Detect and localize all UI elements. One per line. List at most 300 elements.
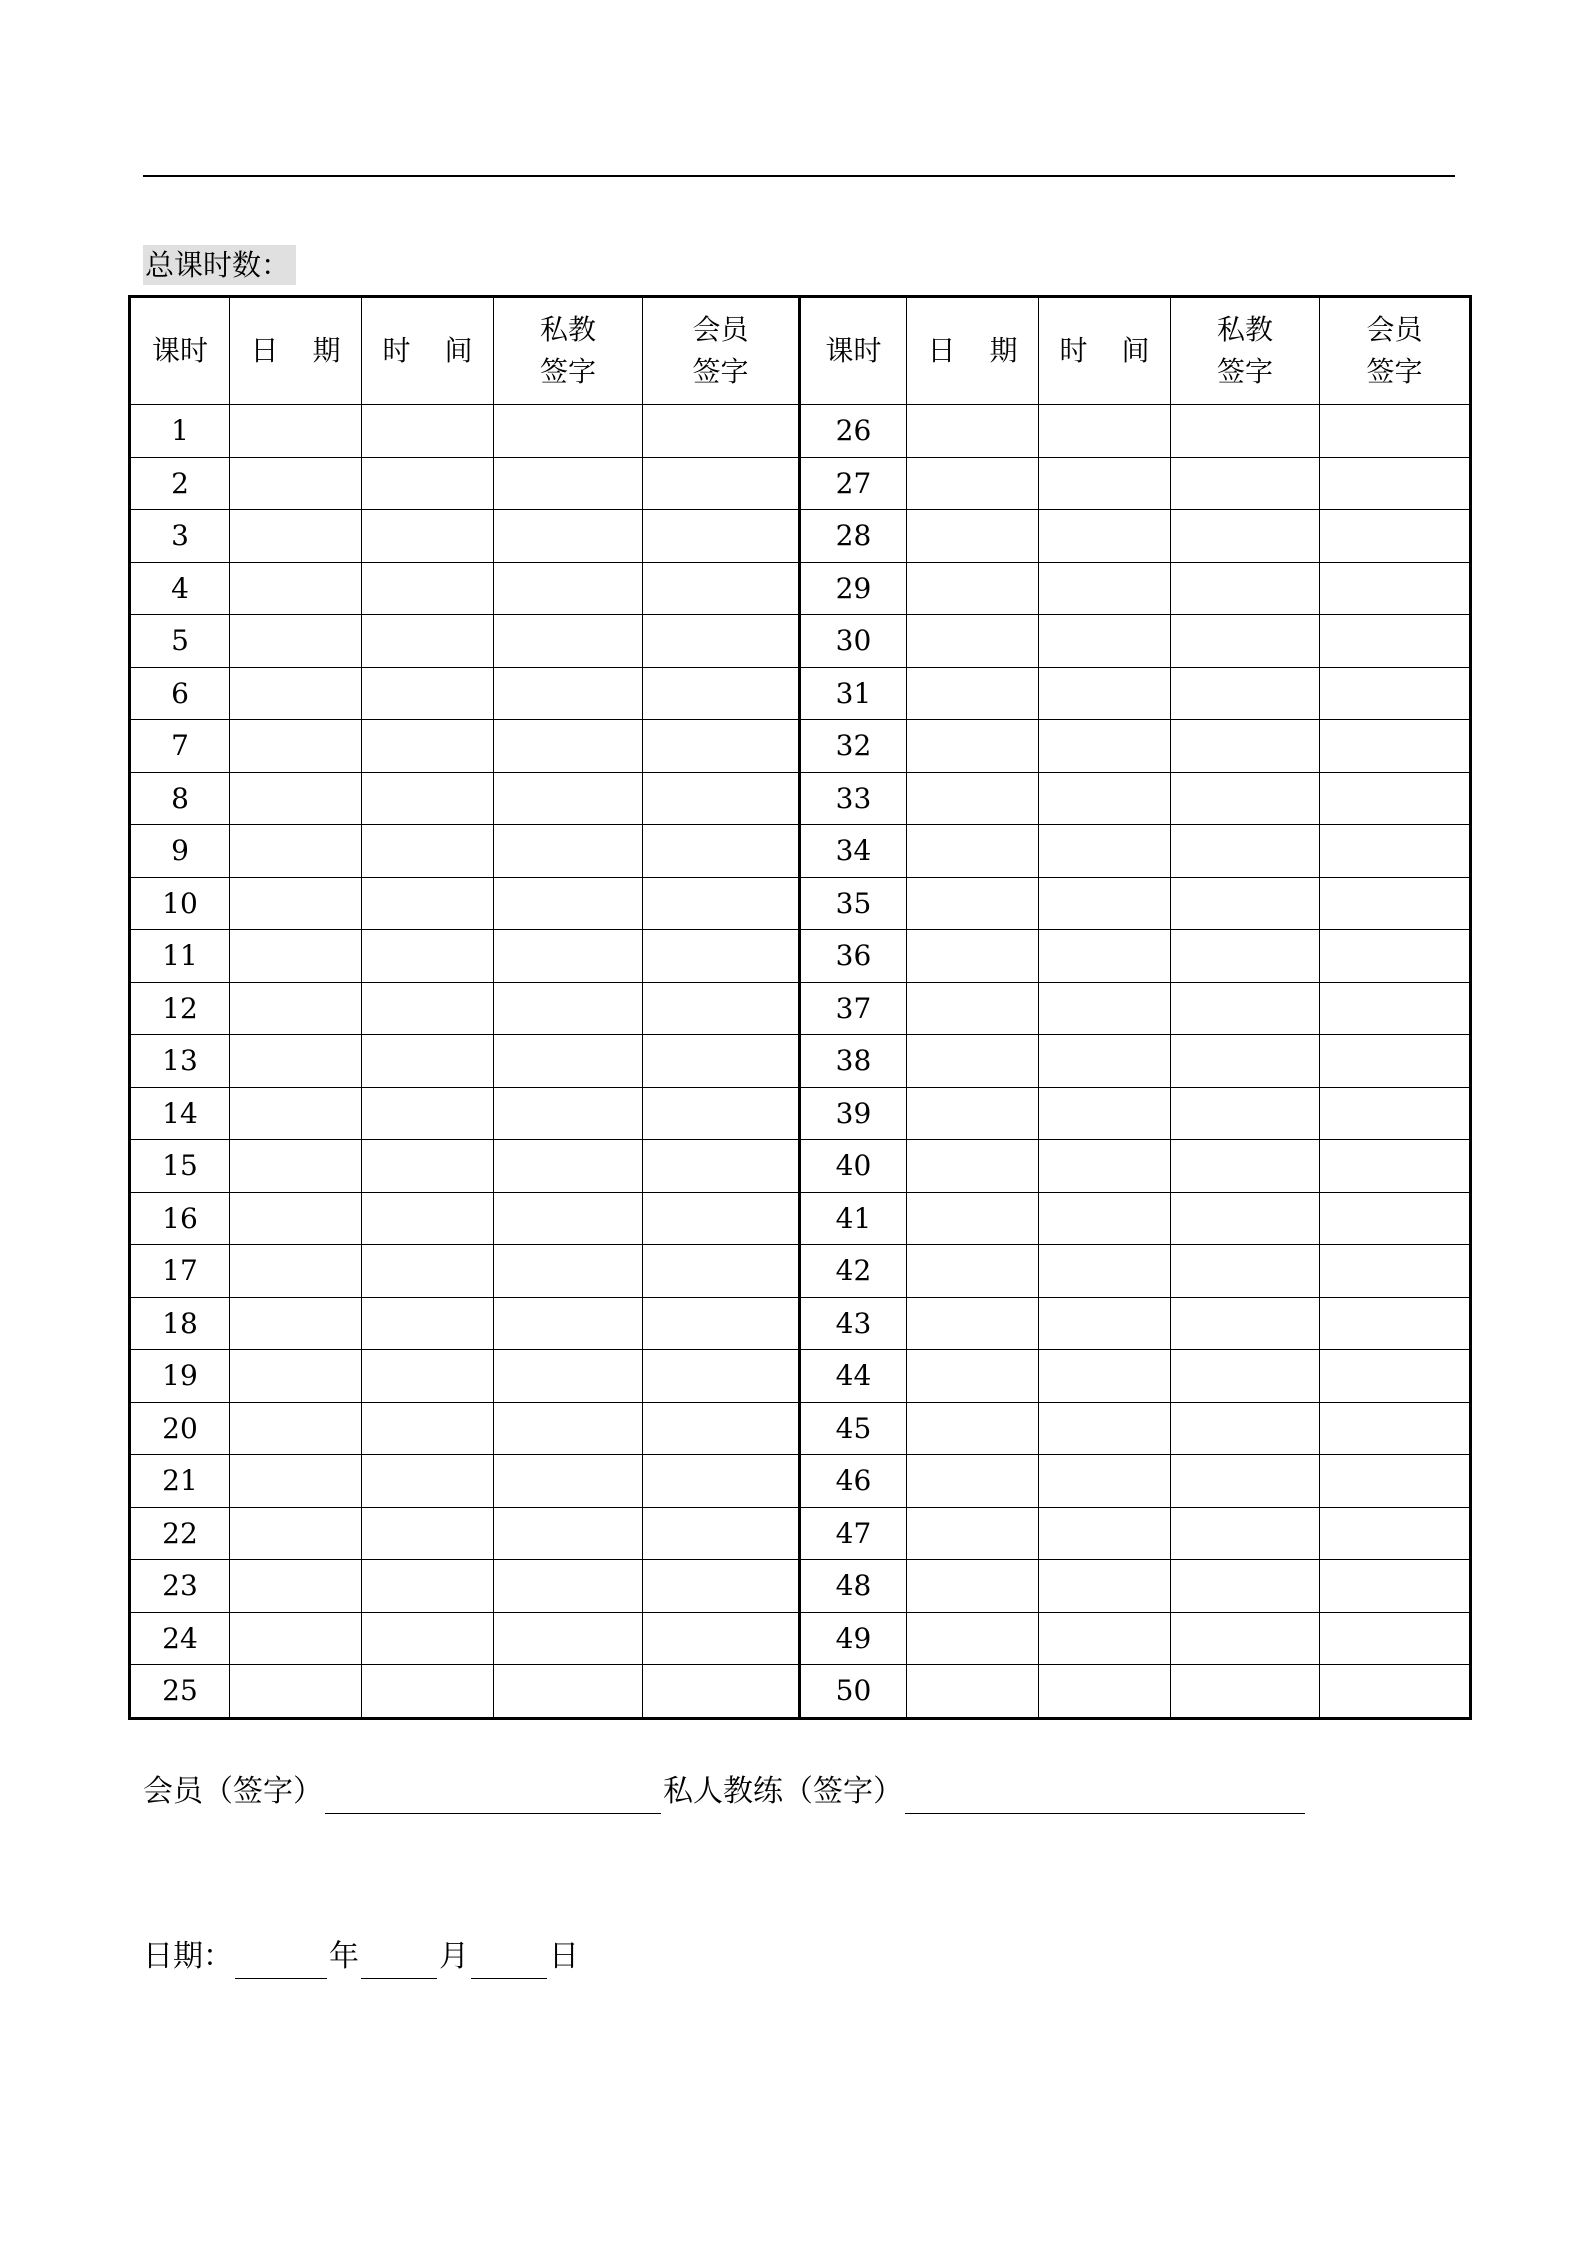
member-sign-cell[interactable] xyxy=(643,1350,800,1403)
trainer-sign-cell[interactable] xyxy=(494,405,643,458)
table-row xyxy=(130,1350,1471,1403)
time-cell[interactable] xyxy=(362,1560,494,1613)
lesson-number: 46 xyxy=(800,1455,907,1508)
trainer-sign-cell[interactable] xyxy=(1171,405,1320,458)
day-field[interactable] xyxy=(471,1942,547,1979)
header-trainer-sign: 私教 签字 xyxy=(1171,297,1320,405)
year-field[interactable] xyxy=(235,1942,327,1979)
trainer-sign-cell[interactable] xyxy=(494,615,643,668)
time-cell[interactable] xyxy=(362,667,494,720)
member-sign-cell[interactable] xyxy=(1320,457,1471,510)
header-member-sign: 会员 签字 xyxy=(1320,297,1471,405)
table-row xyxy=(130,877,1471,930)
time-cell[interactable] xyxy=(362,1665,494,1719)
member-sign-cell[interactable] xyxy=(1320,405,1471,458)
time-cell[interactable] xyxy=(362,510,494,563)
member-sign-cell[interactable] xyxy=(643,1192,800,1245)
lesson-number: 28 xyxy=(800,510,907,563)
date-cell[interactable] xyxy=(230,405,362,458)
time-cell[interactable] xyxy=(1039,1192,1171,1245)
lesson-number: 18 xyxy=(130,1297,230,1350)
time-cell[interactable] xyxy=(362,1140,494,1193)
date-cell[interactable] xyxy=(907,1455,1039,1508)
date-cell[interactable] xyxy=(230,1140,362,1193)
trainer-sign-cell[interactable] xyxy=(494,1402,643,1455)
member-sign-cell[interactable] xyxy=(1320,1612,1471,1665)
trainer-sign-cell[interactable] xyxy=(494,667,643,720)
table-row xyxy=(130,405,1471,458)
lesson-number: 17 xyxy=(130,1245,230,1298)
lesson-log-table xyxy=(128,295,1472,1720)
time-cell[interactable] xyxy=(1039,1665,1171,1719)
member-sign-cell[interactable] xyxy=(1320,1140,1471,1193)
lesson-number: 31 xyxy=(800,667,907,720)
trainer-sign-cell[interactable] xyxy=(494,562,643,615)
trainer-sign-cell[interactable] xyxy=(1171,1402,1320,1455)
trainer-sign-cell[interactable] xyxy=(1171,1455,1320,1508)
date-cell[interactable] xyxy=(230,772,362,825)
trainer-sign-cell[interactable] xyxy=(1171,1192,1320,1245)
trainer-sign-cell[interactable] xyxy=(1171,1035,1320,1088)
date-cell[interactable] xyxy=(907,615,1039,668)
time-cell[interactable] xyxy=(1039,1507,1171,1560)
lesson-number: 20 xyxy=(130,1402,230,1455)
lesson-number: 42 xyxy=(800,1245,907,1298)
trainer-sign-cell[interactable] xyxy=(494,1560,643,1613)
member-sign-cell[interactable] xyxy=(1320,772,1471,825)
header-rule xyxy=(143,175,1455,177)
date-cell[interactable] xyxy=(907,772,1039,825)
member-sign-cell[interactable] xyxy=(1320,720,1471,773)
table-row xyxy=(130,510,1471,563)
member-sign-cell[interactable] xyxy=(1320,615,1471,668)
member-sign-cell[interactable] xyxy=(643,615,800,668)
lesson-number: 29 xyxy=(800,562,907,615)
table-row xyxy=(130,1560,1471,1613)
lesson-number: 40 xyxy=(800,1140,907,1193)
member-sign-cell[interactable] xyxy=(643,772,800,825)
date-cell[interactable] xyxy=(230,982,362,1035)
member-sign-cell[interactable] xyxy=(643,877,800,930)
trainer-sign-cell[interactable] xyxy=(1171,930,1320,983)
date-cell[interactable] xyxy=(230,615,362,668)
trainer-sign-cell[interactable] xyxy=(494,877,643,930)
lesson-number: 23 xyxy=(130,1560,230,1613)
trainer-sign-cell[interactable] xyxy=(1171,1140,1320,1193)
date-cell[interactable] xyxy=(230,1245,362,1298)
member-signature-label: 会员（签字） xyxy=(143,1774,323,1809)
member-sign-cell[interactable] xyxy=(643,1402,800,1455)
date-cell[interactable] xyxy=(230,1560,362,1613)
lesson-number: 32 xyxy=(800,720,907,773)
time-cell[interactable] xyxy=(1039,1402,1171,1455)
date-cell[interactable] xyxy=(907,1612,1039,1665)
member-sign-cell[interactable] xyxy=(643,930,800,983)
time-cell[interactable] xyxy=(362,1087,494,1140)
time-cell[interactable] xyxy=(362,825,494,878)
trainer-sign-cell[interactable] xyxy=(494,982,643,1035)
date-cell[interactable] xyxy=(230,877,362,930)
header-trainer-sign: 私教 签字 xyxy=(494,297,643,405)
date-cell[interactable] xyxy=(230,1402,362,1455)
member-sign-cell[interactable] xyxy=(643,405,800,458)
date-label: 日期： xyxy=(143,1939,233,1974)
trainer-sign-cell[interactable] xyxy=(1171,1297,1320,1350)
trainer-sign-cell[interactable] xyxy=(1171,667,1320,720)
trainer-sign-cell[interactable] xyxy=(494,772,643,825)
lesson-number: 2 xyxy=(130,457,230,510)
date-cell[interactable] xyxy=(230,720,362,773)
header-time: 时 间 xyxy=(362,297,494,405)
time-cell[interactable] xyxy=(1039,667,1171,720)
lesson-number: 5 xyxy=(130,615,230,668)
member-sign-cell[interactable] xyxy=(1320,1297,1471,1350)
lesson-number: 3 xyxy=(130,510,230,563)
lesson-number: 15 xyxy=(130,1140,230,1193)
member-signature-field[interactable] xyxy=(325,1777,661,1814)
lesson-number: 12 xyxy=(130,982,230,1035)
member-sign-cell[interactable] xyxy=(643,1245,800,1298)
table-row xyxy=(130,1087,1471,1140)
member-sign-cell[interactable] xyxy=(1320,562,1471,615)
time-cell[interactable] xyxy=(1039,1087,1171,1140)
lesson-number: 25 xyxy=(130,1665,230,1719)
time-cell[interactable] xyxy=(362,457,494,510)
date-cell[interactable] xyxy=(230,667,362,720)
time-cell[interactable] xyxy=(1039,1297,1171,1350)
time-cell[interactable] xyxy=(1039,982,1171,1035)
time-cell[interactable] xyxy=(362,1350,494,1403)
header-member-sign: 会员 签字 xyxy=(643,297,800,405)
date-cell[interactable] xyxy=(907,1245,1039,1298)
year-label: 年 xyxy=(329,1939,359,1974)
trainer-sign-cell[interactable] xyxy=(1171,772,1320,825)
lesson-number: 48 xyxy=(800,1560,907,1613)
trainer-sign-cell[interactable] xyxy=(494,825,643,878)
trainer-sign-cell[interactable] xyxy=(1171,825,1320,878)
date-cell[interactable] xyxy=(230,1455,362,1508)
date-cell[interactable] xyxy=(907,1087,1039,1140)
member-sign-cell[interactable] xyxy=(1320,877,1471,930)
signature-line xyxy=(143,1770,1307,1814)
time-cell[interactable] xyxy=(1039,1035,1171,1088)
member-sign-cell[interactable] xyxy=(643,1612,800,1665)
time-cell[interactable] xyxy=(1039,1245,1171,1298)
time-cell[interactable] xyxy=(1039,877,1171,930)
time-cell[interactable] xyxy=(1039,1140,1171,1193)
time-cell[interactable] xyxy=(1039,1612,1171,1665)
trainer-sign-cell[interactable] xyxy=(1171,1350,1320,1403)
trainer-sign-cell[interactable] xyxy=(1171,562,1320,615)
date-cell[interactable] xyxy=(230,1612,362,1665)
time-cell[interactable] xyxy=(1039,1455,1171,1508)
member-sign-cell[interactable] xyxy=(1320,510,1471,563)
trainer-sign-cell[interactable] xyxy=(1171,982,1320,1035)
time-cell[interactable] xyxy=(362,772,494,825)
date-cell[interactable] xyxy=(230,1665,362,1719)
time-cell[interactable] xyxy=(362,720,494,773)
lesson-number: 7 xyxy=(130,720,230,773)
lesson-number: 34 xyxy=(800,825,907,878)
trainer-signature-label: 私人教练（签字） xyxy=(663,1774,903,1809)
member-sign-cell[interactable] xyxy=(643,1455,800,1508)
member-sign-cell[interactable] xyxy=(643,510,800,563)
trainer-sign-cell[interactable] xyxy=(494,1665,643,1719)
trainer-sign-cell[interactable] xyxy=(1171,1612,1320,1665)
member-sign-cell[interactable] xyxy=(643,1560,800,1613)
total-hours-label: 总课时数： xyxy=(143,245,296,285)
lesson-number: 49 xyxy=(800,1612,907,1665)
table-row xyxy=(130,1665,1471,1719)
time-cell[interactable] xyxy=(1039,562,1171,615)
trainer-sign-cell[interactable] xyxy=(494,1192,643,1245)
time-cell[interactable] xyxy=(362,1297,494,1350)
trainer-sign-cell[interactable] xyxy=(1171,457,1320,510)
member-sign-cell[interactable] xyxy=(1320,1087,1471,1140)
header-date: 日 期 xyxy=(230,297,362,405)
member-sign-cell[interactable] xyxy=(1320,1402,1471,1455)
date-cell[interactable] xyxy=(907,1402,1039,1455)
trainer-sign-cell[interactable] xyxy=(494,510,643,563)
lesson-number: 16 xyxy=(130,1192,230,1245)
member-sign-cell[interactable] xyxy=(643,825,800,878)
time-cell[interactable] xyxy=(362,1612,494,1665)
lesson-number: 50 xyxy=(800,1665,907,1719)
trainer-sign-cell[interactable] xyxy=(494,1455,643,1508)
member-sign-cell[interactable] xyxy=(1320,930,1471,983)
lesson-number: 11 xyxy=(130,930,230,983)
table-header-row xyxy=(130,297,1471,405)
member-sign-cell[interactable] xyxy=(643,982,800,1035)
trainer-sign-cell[interactable] xyxy=(1171,877,1320,930)
table-row xyxy=(130,667,1471,720)
table-row xyxy=(130,1507,1471,1560)
table-row xyxy=(130,1245,1471,1298)
time-cell[interactable] xyxy=(1039,510,1171,563)
time-cell[interactable] xyxy=(1039,457,1171,510)
time-cell[interactable] xyxy=(1039,1350,1171,1403)
lesson-number: 13 xyxy=(130,1035,230,1088)
member-sign-cell[interactable] xyxy=(643,1665,800,1719)
lesson-number: 4 xyxy=(130,562,230,615)
lesson-number: 44 xyxy=(800,1350,907,1403)
lesson-number: 27 xyxy=(800,457,907,510)
lesson-number: 6 xyxy=(130,667,230,720)
trainer-sign-cell[interactable] xyxy=(1171,1245,1320,1298)
member-sign-cell[interactable] xyxy=(643,562,800,615)
table-row xyxy=(130,457,1471,510)
date-cell[interactable] xyxy=(907,405,1039,458)
table-row xyxy=(130,1455,1471,1508)
table-row xyxy=(130,720,1471,773)
date-cell[interactable] xyxy=(907,1140,1039,1193)
lesson-number: 30 xyxy=(800,615,907,668)
date-cell[interactable] xyxy=(230,930,362,983)
time-cell[interactable] xyxy=(362,1245,494,1298)
date-cell[interactable] xyxy=(907,562,1039,615)
time-cell[interactable] xyxy=(362,877,494,930)
trainer-sign-cell[interactable] xyxy=(494,1087,643,1140)
lesson-number: 26 xyxy=(800,405,907,458)
lesson-number: 35 xyxy=(800,877,907,930)
lesson-number: 1 xyxy=(130,405,230,458)
date-cell[interactable] xyxy=(230,1297,362,1350)
member-sign-cell[interactable] xyxy=(1320,1455,1471,1508)
date-cell[interactable] xyxy=(907,667,1039,720)
member-sign-cell[interactable] xyxy=(643,457,800,510)
time-cell[interactable] xyxy=(362,1402,494,1455)
member-sign-cell[interactable] xyxy=(1320,1192,1471,1245)
month-field[interactable] xyxy=(361,1942,437,1979)
trainer-sign-cell[interactable] xyxy=(1171,1507,1320,1560)
table-row xyxy=(130,772,1471,825)
member-sign-cell[interactable] xyxy=(643,1507,800,1560)
time-cell[interactable] xyxy=(1039,615,1171,668)
table-row xyxy=(130,1140,1471,1193)
time-cell[interactable] xyxy=(362,562,494,615)
lesson-number: 45 xyxy=(800,1402,907,1455)
date-cell[interactable] xyxy=(230,510,362,563)
table-row xyxy=(130,1192,1471,1245)
lesson-number: 9 xyxy=(130,825,230,878)
date-cell[interactable] xyxy=(907,1192,1039,1245)
lesson-number: 21 xyxy=(130,1455,230,1508)
lesson-number: 47 xyxy=(800,1507,907,1560)
trainer-sign-cell[interactable] xyxy=(494,930,643,983)
table-row xyxy=(130,982,1471,1035)
lesson-number: 33 xyxy=(800,772,907,825)
date-cell[interactable] xyxy=(907,720,1039,773)
lesson-number: 36 xyxy=(800,930,907,983)
date-cell[interactable] xyxy=(907,510,1039,563)
member-sign-cell[interactable] xyxy=(1320,982,1471,1035)
member-sign-cell[interactable] xyxy=(1320,667,1471,720)
trainer-sign-cell[interactable] xyxy=(494,1245,643,1298)
member-sign-cell[interactable] xyxy=(1320,1035,1471,1088)
lesson-number: 39 xyxy=(800,1087,907,1140)
lesson-number: 24 xyxy=(130,1612,230,1665)
date-cell[interactable] xyxy=(230,1507,362,1560)
date-cell[interactable] xyxy=(907,825,1039,878)
date-cell[interactable] xyxy=(230,1035,362,1088)
time-cell[interactable] xyxy=(362,405,494,458)
header-lesson: 课时 xyxy=(800,297,907,405)
lesson-number: 19 xyxy=(130,1350,230,1403)
time-cell[interactable] xyxy=(1039,930,1171,983)
lesson-number: 10 xyxy=(130,877,230,930)
date-cell[interactable] xyxy=(907,1297,1039,1350)
trainer-sign-cell[interactable] xyxy=(1171,1087,1320,1140)
trainer-sign-cell[interactable] xyxy=(494,1140,643,1193)
time-cell[interactable] xyxy=(362,1455,494,1508)
lesson-number: 37 xyxy=(800,982,907,1035)
date-cell[interactable] xyxy=(230,1350,362,1403)
date-cell[interactable] xyxy=(230,1192,362,1245)
member-sign-cell[interactable] xyxy=(643,720,800,773)
member-sign-cell[interactable] xyxy=(1320,1560,1471,1613)
time-cell[interactable] xyxy=(362,1035,494,1088)
trainer-signature-field[interactable] xyxy=(905,1777,1305,1814)
date-cell[interactable] xyxy=(907,982,1039,1035)
lesson-number: 14 xyxy=(130,1087,230,1140)
time-cell[interactable] xyxy=(1039,405,1171,458)
member-sign-cell[interactable] xyxy=(643,1297,800,1350)
date-cell[interactable] xyxy=(907,1507,1039,1560)
time-cell[interactable] xyxy=(362,1192,494,1245)
table-row xyxy=(130,825,1471,878)
day-label: 日 xyxy=(549,1939,579,1974)
trainer-sign-cell[interactable] xyxy=(494,457,643,510)
trainer-sign-cell[interactable] xyxy=(1171,1665,1320,1719)
member-sign-cell[interactable] xyxy=(1320,1350,1471,1403)
date-cell[interactable] xyxy=(230,1087,362,1140)
member-sign-cell[interactable] xyxy=(1320,1665,1471,1719)
time-cell[interactable] xyxy=(362,930,494,983)
trainer-sign-cell[interactable] xyxy=(494,1350,643,1403)
table-row xyxy=(130,562,1471,615)
time-cell[interactable] xyxy=(362,615,494,668)
trainer-sign-cell[interactable] xyxy=(1171,1560,1320,1613)
time-cell[interactable] xyxy=(1039,1560,1171,1613)
date-cell[interactable] xyxy=(907,457,1039,510)
time-cell[interactable] xyxy=(1039,720,1171,773)
time-cell[interactable] xyxy=(362,1507,494,1560)
lesson-number: 22 xyxy=(130,1507,230,1560)
lesson-number: 41 xyxy=(800,1192,907,1245)
date-cell[interactable] xyxy=(230,825,362,878)
date-cell[interactable] xyxy=(907,1350,1039,1403)
month-label: 月 xyxy=(439,1939,469,1974)
trainer-sign-cell[interactable] xyxy=(494,1035,643,1088)
trainer-sign-cell[interactable] xyxy=(1171,720,1320,773)
table-row xyxy=(130,1402,1471,1455)
header-date: 日 期 xyxy=(907,297,1039,405)
member-sign-cell[interactable] xyxy=(1320,1245,1471,1298)
member-sign-cell[interactable] xyxy=(643,1035,800,1088)
member-sign-cell[interactable] xyxy=(643,667,800,720)
member-sign-cell[interactable] xyxy=(1320,825,1471,878)
table-row xyxy=(130,1297,1471,1350)
date-line xyxy=(143,1935,579,1979)
table-row xyxy=(130,615,1471,668)
date-cell[interactable] xyxy=(907,1560,1039,1613)
date-cell[interactable] xyxy=(907,877,1039,930)
table-row xyxy=(130,1612,1471,1665)
trainer-sign-cell[interactable] xyxy=(494,1297,643,1350)
time-cell[interactable] xyxy=(1039,825,1171,878)
date-cell[interactable] xyxy=(907,1035,1039,1088)
date-cell[interactable] xyxy=(230,457,362,510)
header-time: 时 间 xyxy=(1039,297,1171,405)
header-lesson: 课时 xyxy=(130,297,230,405)
member-sign-cell[interactable] xyxy=(643,1087,800,1140)
lesson-number: 38 xyxy=(800,1035,907,1088)
trainer-sign-cell[interactable] xyxy=(494,1612,643,1665)
time-cell[interactable] xyxy=(1039,772,1171,825)
trainer-sign-cell[interactable] xyxy=(1171,510,1320,563)
lesson-number: 8 xyxy=(130,772,230,825)
date-cell[interactable] xyxy=(907,1665,1039,1719)
time-cell[interactable] xyxy=(362,982,494,1035)
trainer-sign-cell[interactable] xyxy=(494,720,643,773)
date-cell[interactable] xyxy=(230,562,362,615)
trainer-sign-cell[interactable] xyxy=(494,1507,643,1560)
member-sign-cell[interactable] xyxy=(643,1140,800,1193)
date-cell[interactable] xyxy=(907,930,1039,983)
member-sign-cell[interactable] xyxy=(1320,1507,1471,1560)
table-row xyxy=(130,930,1471,983)
trainer-sign-cell[interactable] xyxy=(1171,615,1320,668)
